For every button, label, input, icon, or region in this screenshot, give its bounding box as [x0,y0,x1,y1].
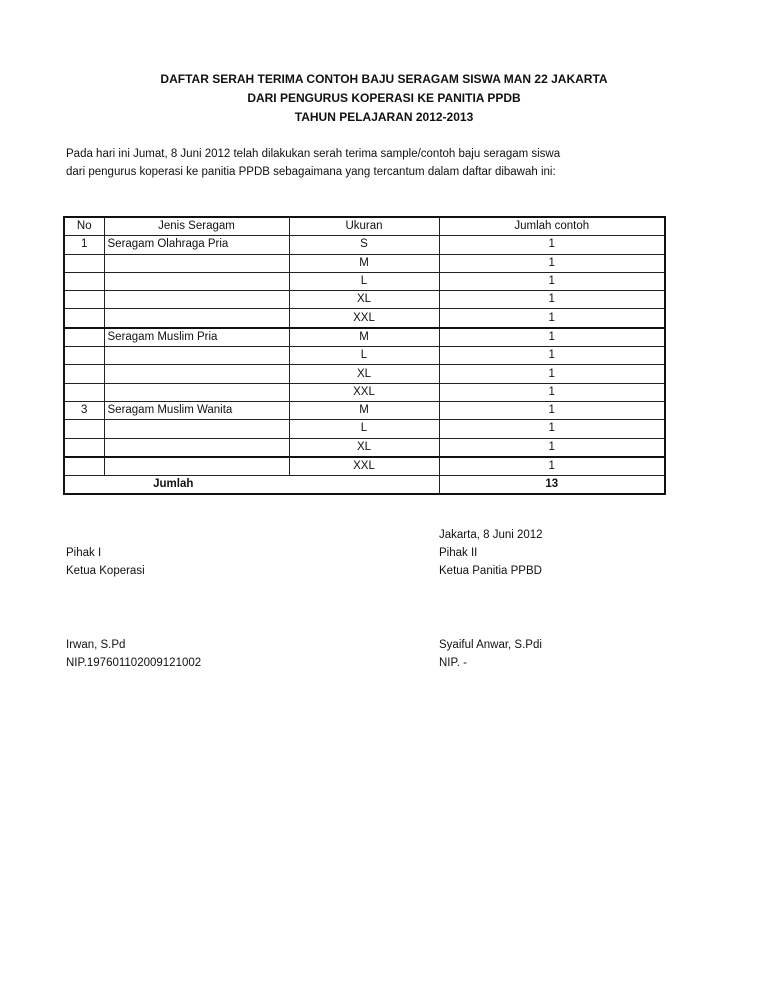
cell-jenis [104,254,289,272]
left-nip: NIP.197601102009121002 [66,657,202,669]
cell-jenis [104,365,289,383]
cell-ukuran: S [289,236,439,254]
cell-jumlah: 1 [439,347,665,365]
doc-title-line-3: TAHUN PELAJARAN 2012-2013 [294,110,474,124]
right-position: Ketua Panitia PPBD [439,565,542,577]
cell-jumlah: 1 [439,254,665,272]
cell-jenis [104,347,289,365]
cell-no [64,291,104,309]
doc-title-line-2: DARI PENGURUS KOPERASI KE PANITIA PPDB [247,91,521,105]
cell-jumlah: 1 [439,291,665,309]
cell-no: 3 [64,401,104,419]
cell-no [64,438,104,457]
right-role: Pihak II [439,547,478,559]
header-no: No [64,217,104,236]
cell-jumlah: 1 [439,457,665,476]
cell-no [64,457,104,476]
cell-jumlah: 1 [439,401,665,419]
cell-ukuran: XL [289,365,439,383]
header-jenis: Jenis Seragam [104,217,289,236]
header-jumlah: Jumlah contoh [439,217,665,236]
table-row [64,420,665,438]
cell-no [64,347,104,365]
right-name: Syaiful Anwar, S.Pdi [439,639,542,651]
cell-ukuran: M [289,254,439,272]
cell-ukuran: L [289,272,439,290]
cell-no [64,365,104,383]
cell-ukuran: XL [289,291,439,309]
cell-jumlah: 1 [439,383,665,401]
cell-jenis [104,309,289,328]
right-place-date: Jakarta, 8 Juni 2012 [439,529,543,541]
cell-ukuran: XXL [289,309,439,328]
cell-ukuran: XXL [289,457,439,476]
cell-no [64,420,104,438]
left-role: Pihak I [66,547,102,559]
cell-ukuran: L [289,347,439,365]
cell-jumlah: 1 [439,420,665,438]
cell-jenis: Seragam Muslim Pria [104,328,289,347]
total-row [64,476,665,495]
cell-no [64,272,104,290]
cell-jenis [104,272,289,290]
cell-jumlah: 1 [439,328,665,347]
cell-jenis [104,457,289,476]
cell-no [64,328,104,347]
cell-no [64,383,104,401]
header-ukuran: Ukuran [289,217,439,236]
intro-paragraph-line-2: dari pengurus koperasi ke panitia PPDB sebagaimana yang tercantum dalam daftar dibawah ini: [66,166,556,178]
table-row [64,383,665,401]
left-name: Irwan, S.Pd [66,639,126,651]
cell-no: 1 [64,236,104,254]
cell-jumlah: 1 [439,309,665,328]
cell-jumlah: 1 [439,438,665,457]
left-position: Ketua Koperasi [66,565,145,577]
intro-paragraph-line-1: Pada hari ini Jumat, 8 Juni 2012 telah dilakukan serah terima sample/contoh baju seragam siswa [66,148,561,160]
table-row [64,347,665,365]
cell-jenis [104,420,289,438]
total-label: Jumlah [64,476,439,495]
cell-jenis [104,438,289,457]
doc-title-line-1: DAFTAR SERAH TERIMA CONTOH BAJU SERAGAM SISWA MAN 22 JAKARTA [160,72,608,86]
cell-ukuran: M [289,401,439,419]
table-row [64,236,665,254]
cell-ukuran: XXL [289,383,439,401]
table-row [64,401,665,419]
cell-no [64,309,104,328]
cell-ukuran: M [289,328,439,347]
cell-jumlah: 1 [439,365,665,383]
table-row [64,272,665,290]
cell-jenis [104,291,289,309]
cell-no [64,254,104,272]
cell-jenis: Seragam Muslim Wanita [104,401,289,419]
table-row [64,457,665,476]
cell-jumlah: 1 [439,236,665,254]
cell-jumlah: 1 [439,272,665,290]
table-row [64,309,665,328]
table-row [64,254,665,272]
total-value: 13 [439,476,665,495]
table-row [64,328,665,347]
cell-jenis: Seragam Olahraga Pria [104,236,289,254]
table-row [64,438,665,457]
right-nip: NIP. - [439,657,467,669]
uniform-table [63,216,666,495]
table-row [64,291,665,309]
table-header-row [64,217,665,236]
cell-ukuran: L [289,420,439,438]
cell-ukuran: XL [289,438,439,457]
cell-jenis [104,383,289,401]
table-row [64,365,665,383]
